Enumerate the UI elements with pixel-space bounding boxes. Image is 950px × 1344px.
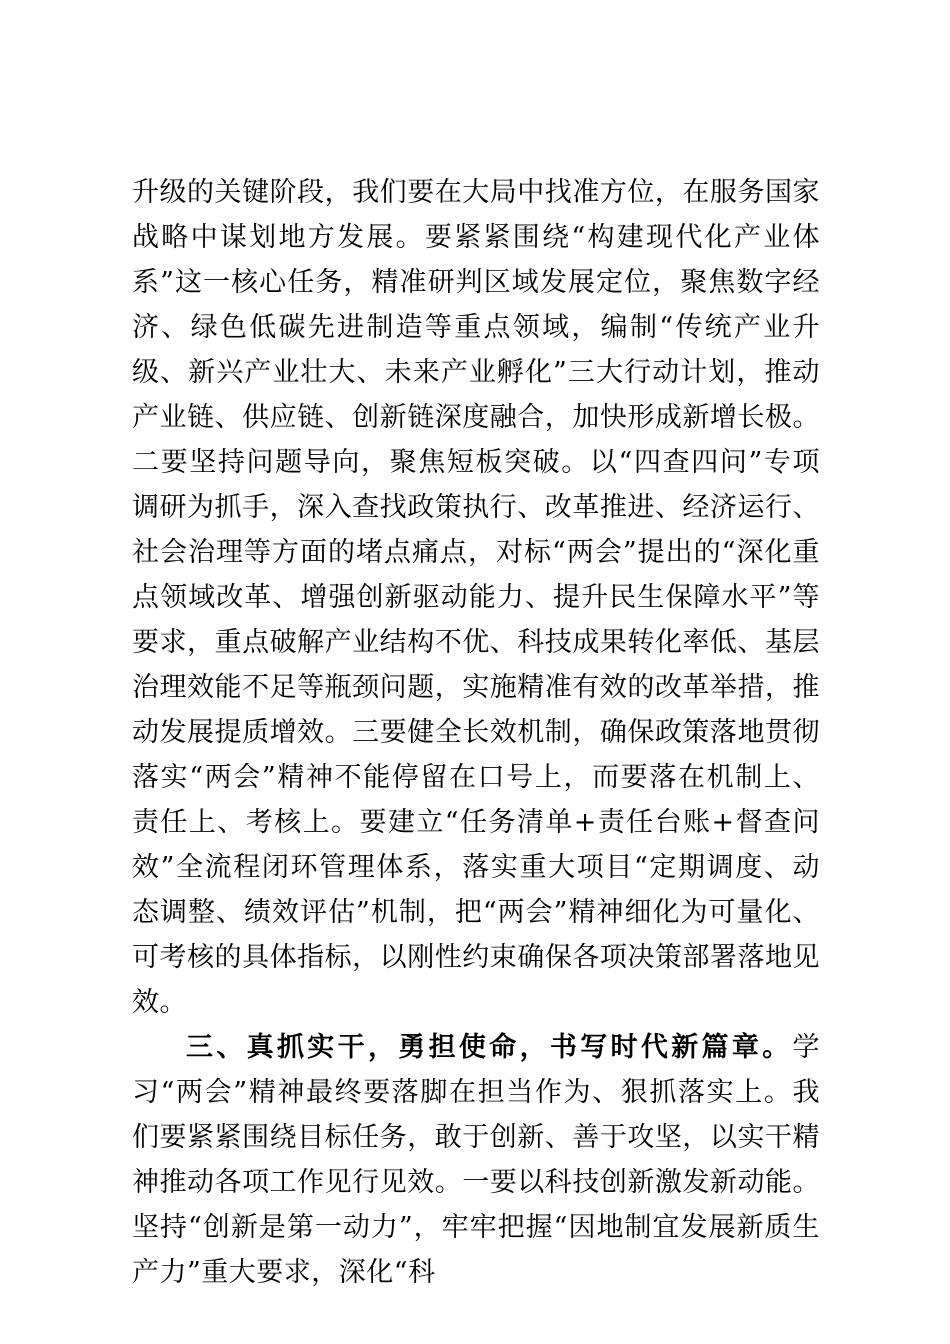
section-paragraph (132, 1025, 820, 1295)
document-page (132, 170, 820, 1295)
section-body-text: 学习“两会”精神最终要落脚在担当作为、狠抓落实上。我们要紧紧围绕目标任务，敢于创新、善于攻坚，以实干精神推动各项工作见行见效。一要以科技创新激发新动能。坚持“创新是第一动力”，牢牢把握“因地制宜发展新质生产力”重大要求，深化“科 (132, 1032, 820, 1288)
section-heading: 三、真抓实干，勇担使命，书写时代新篇章。 (186, 1032, 793, 1063)
body-paragraph: 升级的关键阶段，我们要在大局中找准方位，在服务国家战略中谋划地方发展。要紧紧围绕“构建现代化产业体系”这一核心任务，精准研判区域发展定位，聚焦数字经济、绿色低碳先进制造等重点领域，编制“传统产业升级、新兴产业壮大、未来产业孵化”三大行动计划，推动产业链、供应链、创新链深度融合，加快形成新增长极。二要坚持问题导向，聚焦短板突破。以“四查四问”专项调研为抓手，深入查找政策执行、改革推进、经济运行、社会治理等方面的堵点痛点，对标“两会”提出的“深化重点领域改革、增强创新驱动能力、提升民生保障水平”等要求，重点破解产业结构不优、科技成果转化率低、基层治理效能不足等瓶颈问题，实施精准有效的改革举措，推动发展提质增效。三要健全长效机制，确保政策落地贯彻落实“两会”精神不能停留在口号上，而要落在机制上、责任上、考核上。要建立“任务清单+责任台账+督查问效”全流程闭环管理体系，落实重大项目“定期调度、动态调整、绩效评估”机制，把“两会”精神细化为可量化、可考核的具体指标，以刚性约束确保各项决策部署落地见效。 (132, 177, 820, 1018)
